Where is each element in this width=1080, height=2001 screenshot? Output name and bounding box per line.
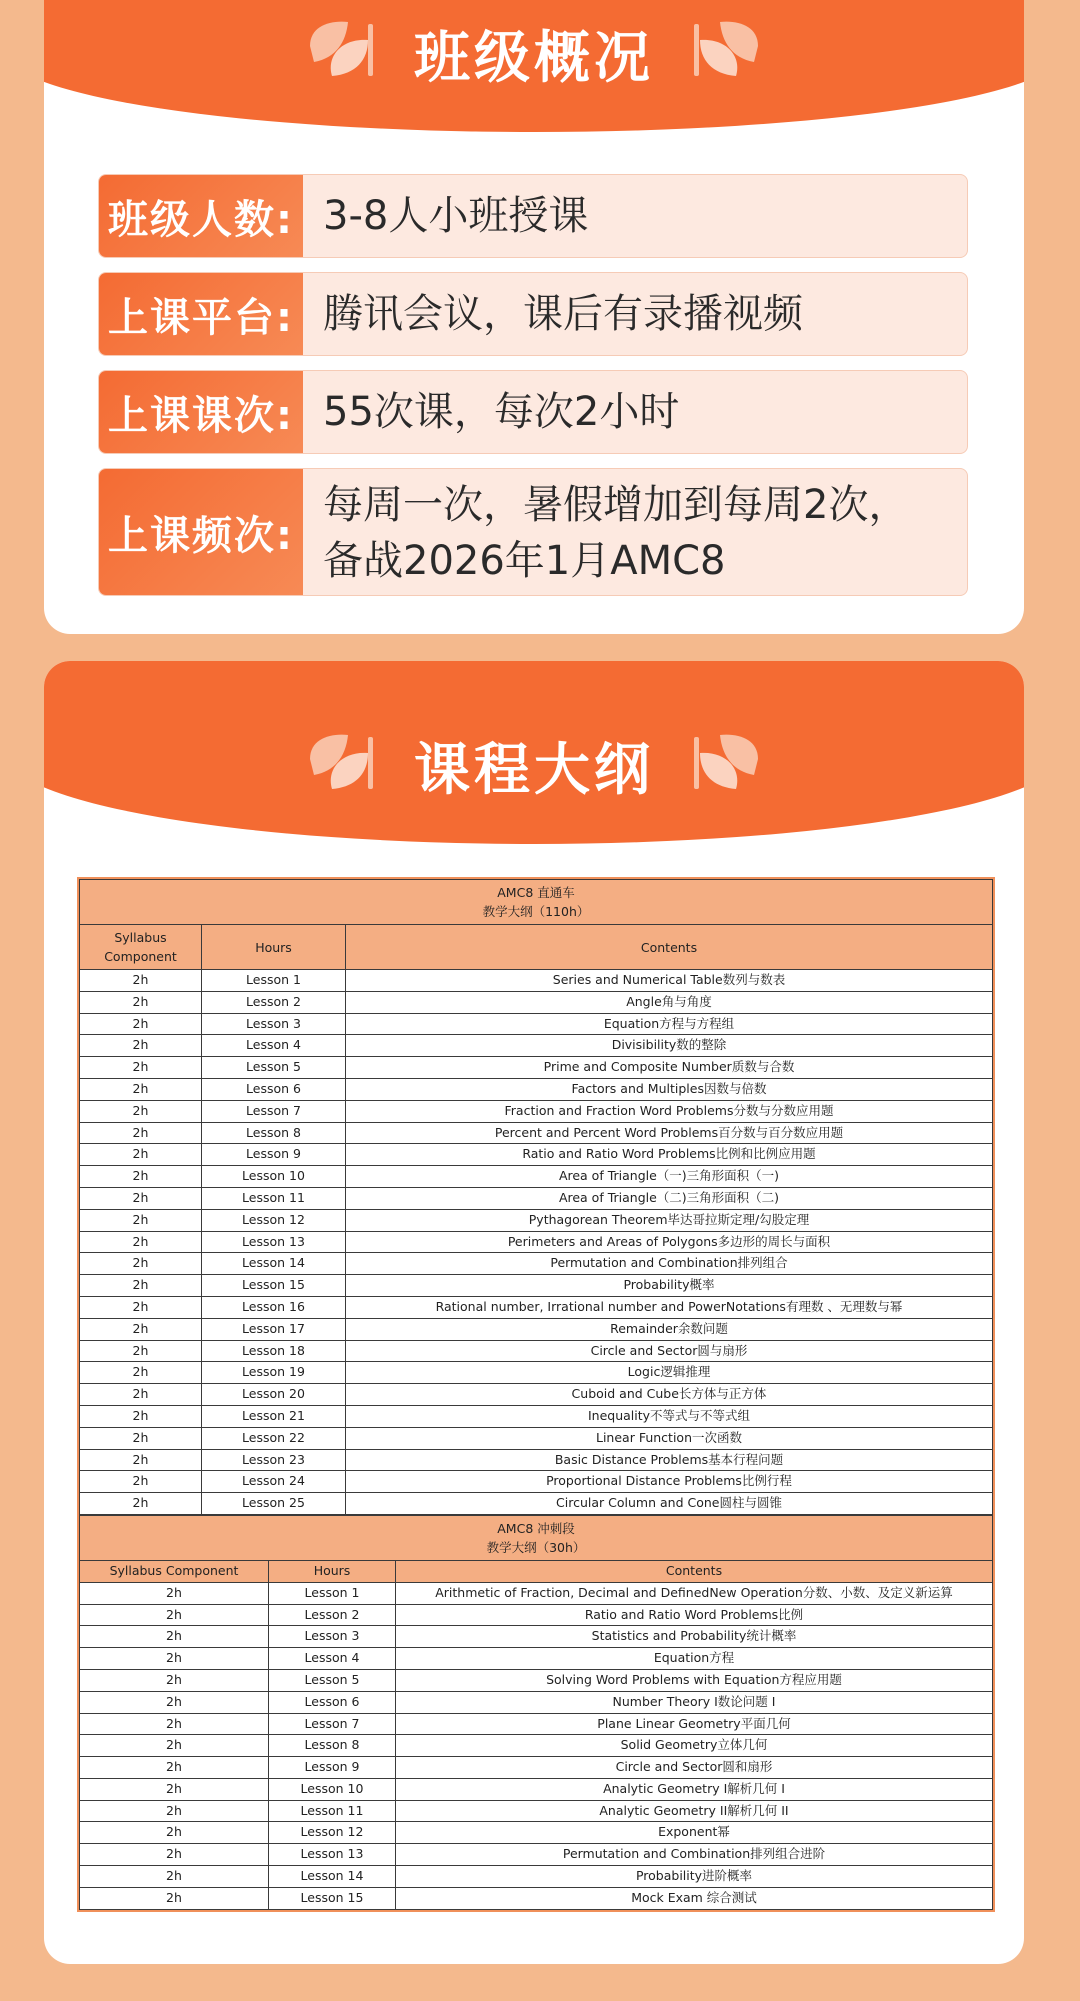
cell-lesson: Lesson 3: [269, 1626, 396, 1648]
cell-contents: Permutation and Combination排列组合进阶: [396, 1844, 993, 1866]
cell-lesson: Lesson 6: [202, 1078, 346, 1100]
table-row: [80, 1582, 993, 1604]
info-row-sessions: [98, 370, 968, 454]
table1-title: [80, 880, 993, 925]
table-row: [80, 1757, 993, 1779]
column-header: Hours: [202, 925, 346, 970]
table-row: [80, 1187, 993, 1209]
cell-lesson: Lesson 10: [269, 1778, 396, 1800]
cell-lesson: Lesson 13: [269, 1844, 396, 1866]
cell-hours-component: 2h: [80, 1013, 202, 1035]
cell-hours-component: 2h: [80, 1362, 202, 1384]
cell-contents: Basic Distance Problems基本行程问题: [346, 1449, 993, 1471]
table-row: [80, 1122, 993, 1144]
cell-lesson: Lesson 6: [269, 1691, 396, 1713]
cell-contents: Solid Geometry立体几何: [396, 1735, 993, 1757]
cell-contents: Linear Function一次函数: [346, 1427, 993, 1449]
cell-contents: Exponent幂: [396, 1822, 993, 1844]
table-row: [80, 1493, 993, 1515]
info-label: 班级人数:: [99, 175, 303, 257]
cell-hours-component: 2h: [80, 1100, 202, 1122]
table-row: [80, 1275, 993, 1297]
cell-lesson: Lesson 10: [202, 1166, 346, 1188]
table-row: [80, 991, 993, 1013]
cell-lesson: Lesson 11: [269, 1800, 396, 1822]
info-label: 上课课次:: [99, 371, 303, 453]
cell-lesson: Lesson 2: [202, 991, 346, 1013]
column-header: Contents: [346, 925, 993, 970]
info-row-platform: [98, 272, 968, 356]
cell-lesson: Lesson 20: [202, 1384, 346, 1406]
cell-contents: Solving Word Problems with Equation方程应用题: [396, 1669, 993, 1691]
cell-lesson: Lesson 8: [202, 1122, 346, 1144]
cell-contents: Probability进阶概率: [396, 1866, 993, 1888]
table-row: [80, 1340, 993, 1362]
cell-lesson: Lesson 15: [202, 1275, 346, 1297]
cell-hours-component: 2h: [80, 1844, 269, 1866]
cell-hours-component: 2h: [80, 1078, 202, 1100]
cell-hours-component: 2h: [80, 1296, 202, 1318]
cell-lesson: Lesson 7: [269, 1713, 396, 1735]
table-row: [80, 1057, 993, 1079]
cell-hours-component: 2h: [80, 1822, 269, 1844]
table-row: [80, 970, 993, 992]
cell-hours-component: 2h: [80, 1669, 269, 1691]
cell-hours-component: 2h: [80, 1757, 269, 1779]
cell-lesson: Lesson 21: [202, 1405, 346, 1427]
cell-hours-component: 2h: [80, 1493, 202, 1515]
table-row: [80, 1778, 993, 1800]
cell-lesson: Lesson 15: [269, 1887, 396, 1909]
cell-lesson: Lesson 1: [269, 1582, 396, 1604]
cell-lesson: Lesson 3: [202, 1013, 346, 1035]
table-row: [80, 1669, 993, 1691]
cell-contents: Percent and Percent Word Problems百分数与百分数应用题: [346, 1122, 993, 1144]
info-value: 3-8人小班授课: [323, 193, 589, 239]
cell-lesson: Lesson 13: [202, 1231, 346, 1253]
cell-lesson: Lesson 2: [269, 1604, 396, 1626]
syllabus-card: [44, 661, 1024, 1964]
info-value: 每周一次，暑假增加到每周2次， 备战2026年1月AMC8: [323, 482, 909, 584]
cell-lesson: Lesson 24: [202, 1471, 346, 1493]
table-row: [80, 1209, 993, 1231]
cell-contents: Analytic Geometry I解析几何 I: [396, 1778, 993, 1800]
cell-hours-component: 2h: [80, 1471, 202, 1493]
cell-hours-component: 2h: [80, 1866, 269, 1888]
cell-lesson: Lesson 16: [202, 1296, 346, 1318]
cell-hours-component: 2h: [80, 1887, 269, 1909]
table-row: [80, 1427, 993, 1449]
cell-hours-component: 2h: [80, 1209, 202, 1231]
cell-contents: Proportional Distance Problems比例行程: [346, 1471, 993, 1493]
info-label: 上课频次:: [99, 469, 303, 595]
cell-hours-component: 2h: [80, 1231, 202, 1253]
cell-contents: Ratio and Ratio Word Problems比例: [396, 1604, 993, 1626]
cell-lesson: Lesson 9: [202, 1144, 346, 1166]
cell-contents: Prime and Composite Number质数与合数: [346, 1057, 993, 1079]
table1-title-line1: AMC8 直通车: [497, 885, 575, 900]
cell-contents: Number Theory I数论问题 I: [396, 1691, 993, 1713]
table2-title: [80, 1515, 993, 1560]
table-row: [80, 1866, 993, 1888]
table-row: [80, 1648, 993, 1670]
cell-contents: Divisibility数的整除: [346, 1035, 993, 1057]
table-row: [80, 1822, 993, 1844]
leaf-icon-right: [688, 16, 766, 82]
cell-contents: Area of Triangle（一)三角形面积（一): [346, 1166, 993, 1188]
table1-title-line2: 教学大纲（110h）: [482, 904, 590, 919]
table-row: [80, 1449, 993, 1471]
table-row: [80, 1253, 993, 1275]
column-header: Contents: [396, 1560, 993, 1582]
cell-hours-component: 2h: [80, 1648, 269, 1670]
cell-hours-component: 2h: [80, 1340, 202, 1362]
cell-contents: Permutation and Combination排列组合: [346, 1253, 993, 1275]
info-value: 腾讯会议，课后有录播视频: [323, 291, 803, 337]
cell-contents: Ratio and Ratio Word Problems比例和比例应用题: [346, 1144, 993, 1166]
cell-contents: Equation方程: [396, 1648, 993, 1670]
cell-lesson: Lesson 17: [202, 1318, 346, 1340]
info-row-class-size: [98, 174, 968, 258]
cell-hours-component: 2h: [80, 1449, 202, 1471]
column-header: Syllabus Component: [80, 925, 202, 970]
cell-lesson: Lesson 4: [269, 1648, 396, 1670]
cell-lesson: Lesson 5: [269, 1669, 396, 1691]
cell-hours-component: 2h: [80, 1626, 269, 1648]
cell-hours-component: 2h: [80, 1035, 202, 1057]
cell-lesson: Lesson 11: [202, 1187, 346, 1209]
cell-contents: Fraction and Fraction Word Problems分数与分数应用题: [346, 1100, 993, 1122]
table-amc8-sprint: [79, 1515, 993, 1910]
table-row: [80, 1362, 993, 1384]
cell-contents: Probability概率: [346, 1275, 993, 1297]
table-row: [80, 1013, 993, 1035]
cell-lesson: Lesson 23: [202, 1449, 346, 1471]
cell-contents: Pythagorean Theorem毕达哥拉斯定理/勾股定理: [346, 1209, 993, 1231]
cell-contents: Area of Triangle（二)三角形面积（二): [346, 1187, 993, 1209]
table2-title-line1: AMC8 冲刺段: [497, 1520, 575, 1536]
cell-contents: Factors and Multiples因数与倍数: [346, 1078, 993, 1100]
table-row: [80, 1035, 993, 1057]
cell-hours-component: 2h: [80, 970, 202, 992]
syllabus-table: [77, 877, 995, 1912]
cell-contents: Statistics and Probability统计概率: [396, 1626, 993, 1648]
table-row: [80, 1887, 993, 1909]
cell-lesson: Lesson 22: [202, 1427, 346, 1449]
cell-contents: Mock Exam 综合测试: [396, 1887, 993, 1909]
cell-hours-component: 2h: [80, 1778, 269, 1800]
cell-hours-component: 2h: [80, 1122, 202, 1144]
cell-contents: Rational number, Irrational number and PowerNotations有理数 、无理数与幂: [346, 1296, 993, 1318]
cell-contents: Remainder余数问题: [346, 1318, 993, 1340]
leaf-icon-right: [688, 729, 766, 795]
overview-info-list: [98, 174, 968, 610]
cell-hours-component: 2h: [80, 1427, 202, 1449]
cell-contents: Inequality不等式与不等式组: [346, 1405, 993, 1427]
table-row: [80, 1144, 993, 1166]
cell-hours-component: 2h: [80, 991, 202, 1013]
cell-lesson: Lesson 14: [202, 1253, 346, 1275]
cell-lesson: Lesson 5: [202, 1057, 346, 1079]
table-row: [80, 1296, 993, 1318]
cell-hours-component: 2h: [80, 1713, 269, 1735]
table-row: [80, 1318, 993, 1340]
cell-hours-component: 2h: [80, 1166, 202, 1188]
cell-contents: Plane Linear Geometry平面几何: [396, 1713, 993, 1735]
cell-hours-component: 2h: [80, 1057, 202, 1079]
cell-hours-component: 2h: [80, 1691, 269, 1713]
cell-hours-component: 2h: [80, 1384, 202, 1406]
cell-lesson: Lesson 14: [269, 1866, 396, 1888]
table-row: [80, 1800, 993, 1822]
cell-contents: Logic逻辑推理: [346, 1362, 993, 1384]
cell-lesson: Lesson 12: [269, 1822, 396, 1844]
table-row: [80, 1713, 993, 1735]
cell-contents: Circular Column and Cone圆柱与圆锥: [346, 1493, 993, 1515]
cell-contents: Series and Numerical Table数列与数表: [346, 970, 993, 992]
overview-title: 班级概况: [414, 26, 654, 91]
cell-contents: Circle and Sector圆和扇形: [396, 1757, 993, 1779]
cell-lesson: Lesson 7: [202, 1100, 346, 1122]
table-row: [80, 1735, 993, 1757]
class-overview-card: [44, 0, 1024, 634]
table-row: [80, 1626, 993, 1648]
cell-lesson: Lesson 9: [269, 1757, 396, 1779]
table-row: [80, 1384, 993, 1406]
cell-hours-component: 2h: [80, 1582, 269, 1604]
cell-contents: Angle角与角度: [346, 991, 993, 1013]
table-row: [80, 1471, 993, 1493]
cell-lesson: Lesson 25: [202, 1493, 346, 1515]
table-amc8-express: [79, 879, 993, 1515]
cell-lesson: Lesson 19: [202, 1362, 346, 1384]
cell-hours-component: 2h: [80, 1405, 202, 1427]
cell-hours-component: 2h: [80, 1604, 269, 1626]
cell-contents: Cuboid and Cube长方体与正方体: [346, 1384, 993, 1406]
table-row: [80, 1078, 993, 1100]
info-label: 上课平台:: [99, 273, 303, 355]
cell-contents: Equation方程与方程组: [346, 1013, 993, 1035]
column-header: Hours: [269, 1560, 396, 1582]
table-row: [80, 1166, 993, 1188]
table-row: [80, 1604, 993, 1626]
info-row-frequency: [98, 468, 968, 596]
cell-lesson: Lesson 12: [202, 1209, 346, 1231]
cell-contents: Circle and Sector圆与扇形: [346, 1340, 993, 1362]
cell-hours-component: 2h: [80, 1318, 202, 1340]
info-value: 55次课，每次2小时: [323, 389, 680, 435]
cell-hours-component: 2h: [80, 1735, 269, 1757]
cell-contents: Arithmetic of Fraction, Decimal and DefinedNew Operation分数、小数、及定义新运算: [396, 1582, 993, 1604]
cell-lesson: Lesson 1: [202, 970, 346, 992]
syllabus-title: 课程大纲: [414, 738, 654, 803]
cell-contents: Analytic Geometry II解析几何 II: [396, 1800, 993, 1822]
column-header: Syllabus Component: [80, 1560, 269, 1582]
cell-hours-component: 2h: [80, 1275, 202, 1297]
table-row: [80, 1691, 993, 1713]
cell-hours-component: 2h: [80, 1253, 202, 1275]
cell-lesson: Lesson 18: [202, 1340, 346, 1362]
table-row: [80, 1844, 993, 1866]
table-row: [80, 1231, 993, 1253]
table2-title-line2: 教学大纲（30h）: [486, 1539, 586, 1555]
cell-hours-component: 2h: [80, 1187, 202, 1209]
table-row: [80, 1100, 993, 1122]
cell-lesson: Lesson 8: [269, 1735, 396, 1757]
cell-hours-component: 2h: [80, 1800, 269, 1822]
cell-contents: Perimeters and Areas of Polygons多边形的周长与面积: [346, 1231, 993, 1253]
cell-hours-component: 2h: [80, 1144, 202, 1166]
cell-lesson: Lesson 4: [202, 1035, 346, 1057]
table-row: [80, 1405, 993, 1427]
